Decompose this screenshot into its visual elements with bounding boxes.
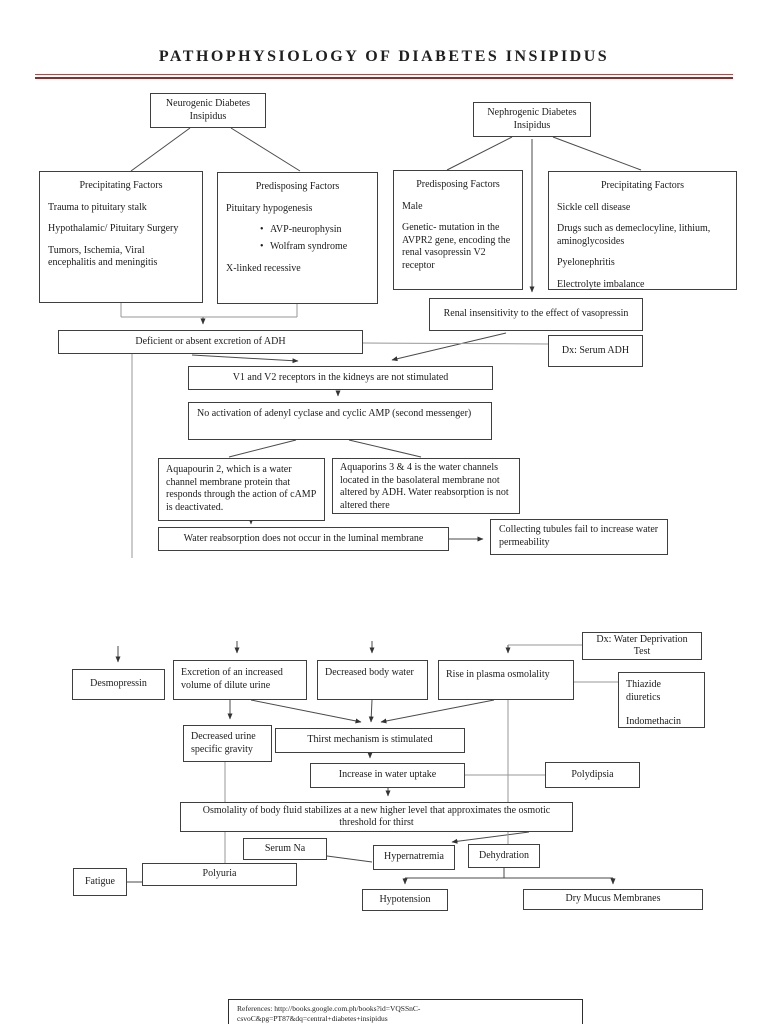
node-polyuria: Polyuria — [142, 863, 297, 886]
node-neurogenic-precipitating-factors: Precipitating Factors Trauma to pituitary stalk Hypothalamic/ Pituitary Surgery Tumors, Ischemia, Viral encephalitis and meningitis — [39, 171, 203, 303]
node-desmopressin: Desmopressin — [72, 669, 165, 700]
node-deficient-adh-excretion: Deficient or absent excretion of ADH — [58, 330, 363, 354]
node-nephrogenic-precipitating-factors: Precipitating Factors Sickle cell disease Drugs such as demeclocyline, lithium, aminoglycosides Pyelonephritis Electrolyte imbalance — [548, 171, 737, 290]
node-increase-water-uptake: Increase in water uptake — [310, 763, 465, 788]
node-fatigue: Fatigue — [73, 868, 127, 896]
node-osmolality-stabilizes: Osmolality of body fluid stabilizes at a new higher level that approximates the osmotic threshold for thirst — [180, 802, 573, 832]
references-line-2: csvoC&pg=PT87&dq=central+diabetes+insipidus — [237, 1014, 388, 1024]
node-thiazide-indomethacin: Thiazide diuretics Indomethacin — [618, 672, 705, 728]
node-hypernatremia: Hypernatremia — [373, 845, 455, 870]
node-thirst-mechanism: Thirst mechanism is stimulated — [275, 728, 465, 753]
node-dehydration: Dehydration — [468, 844, 540, 868]
node-v1-v2-receptors: V1 and V2 receptors in the kidneys are not stimulated — [188, 366, 493, 390]
node-water-reabsorption-luminal: Water reabsorption does not occur in the luminal membrane — [158, 527, 449, 551]
references-box — [228, 999, 583, 1024]
node-hypotension: Hypotension — [362, 889, 448, 911]
node-aquaporins-3-4-unaltered: Aquaporins 3 & 4 is the water channels located in the basolateral membrane not altered by ADH. Water reabsorption is not altered there — [332, 458, 520, 514]
node-renal-insensitivity: Renal insensitivity to the effect of vasopressin — [429, 298, 643, 331]
node-polydipsia: Polydipsia — [545, 762, 640, 788]
node-aquaporin-2-deactivated: Aquapourin 2, which is a water channel membrane protein that responds through the action of cAMP is deactivated. — [158, 458, 325, 521]
node-serum-na: Serum Na — [243, 838, 327, 860]
page-title: PATHOPHYSIOLOGY OF DIABETES INSIPIDUS — [158, 48, 610, 65]
node-nephrogenic-diabetes-insipidus: Nephrogenic Diabetes Insipidus — [473, 102, 591, 137]
node-dry-mucus-membranes: Dry Mucus Membranes — [523, 889, 703, 910]
node-no-activation-adenyl-cyclase: No activation of adenyl cyclase and cyclic AMP (second messenger) — [188, 402, 492, 440]
node-decreased-urine-specific-gravity: Decreased urine specific gravity — [183, 725, 272, 762]
node-neurogenic-predisposing-factors: Predisposing Factors Pituitary hypogenesis • AVP-neurophysin • Wolfram syndrome X-linked recessive — [217, 172, 378, 304]
node-collecting-tubules: Collecting tubules fail to increase water permeability — [490, 519, 668, 555]
node-excretion-dilute-urine: Excretion of an increased volume of dilute urine — [173, 660, 307, 700]
node-dx-serum-adh: Dx: Serum ADH — [548, 335, 643, 367]
node-rise-plasma-osmolality: Rise in plasma osmolality — [438, 660, 574, 700]
node-decreased-body-water: Decreased body water — [317, 660, 428, 700]
node-nephrogenic-predisposing-factors: Predisposing Factors Male Genetic- mutation in the AVPR2 gene, encoding the renal vasopressin V2 receptor — [393, 170, 523, 290]
references-line-1: References: http://books.google.com.ph/books?id=VQSSnC- — [237, 1004, 421, 1013]
node-dx-water-deprivation-test: Dx: Water Deprivation Test — [582, 632, 702, 660]
node-neurogenic-diabetes-insipidus: Neurogenic Diabetes Insipidus — [150, 93, 266, 128]
